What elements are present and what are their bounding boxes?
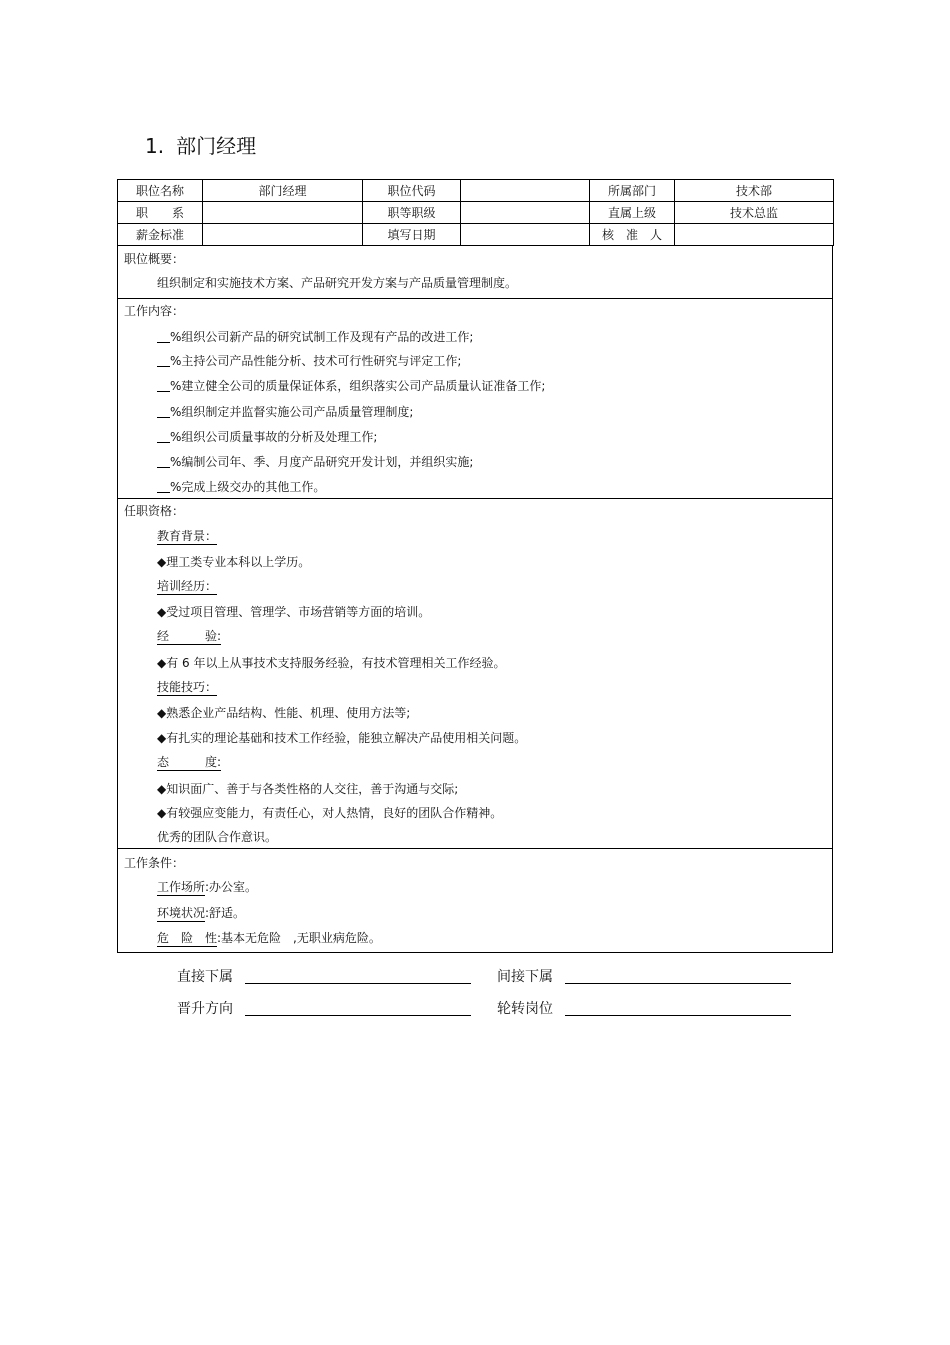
attitude-item: 优秀的团队合作意识。 — [157, 830, 278, 844]
work-item: %组织公司新产品的研究试制工作及现有产品的改进工作; — [157, 328, 473, 345]
skills-label: 技能技巧： — [157, 680, 218, 694]
work-section — [117, 298, 833, 499]
skills-item: ◆有扎实的理论基础和技术工作经验，能独立解决产品使用相关问题。 — [157, 731, 527, 745]
value-cell — [461, 224, 590, 246]
overview-title: 职位概要： — [124, 252, 185, 266]
conditions-section — [117, 848, 833, 953]
heading-number: 1. — [145, 134, 165, 158]
direct-sub-field[interactable] — [245, 983, 471, 984]
indirect-sub-label: 间接下属 — [497, 969, 553, 985]
heading-title: 部门经理 — [176, 134, 257, 158]
header-row — [118, 180, 834, 202]
value-cell: 部门经理 — [203, 180, 363, 202]
risk-label: 危 险 性 — [157, 931, 218, 945]
blank-field — [157, 455, 170, 468]
indirect-sub-field[interactable] — [565, 983, 791, 984]
blank-field — [157, 330, 170, 343]
label-cell: 直属上级 — [590, 202, 675, 224]
value-cell — [203, 224, 363, 246]
attitude-label: 态 度: — [157, 755, 222, 769]
value-cell: 技术部 — [675, 180, 834, 202]
education-text: ◆理工类专业本科以上学历。 — [157, 555, 311, 569]
work-item: %组织制定并监督实施公司产品质量管理制度; — [157, 403, 413, 420]
work-item: %建立健全公司的质量保证体系，组织落实公司产品质量认证准备工作; — [157, 377, 545, 394]
attitude-item: ◆有较强应变能力，有责任心，对人热情，良好的团队合作精神。 — [157, 806, 503, 820]
value-cell — [461, 202, 590, 224]
training-label: 培训经历： — [157, 579, 218, 593]
label-cell: 填写日期 — [363, 224, 461, 246]
rotation-field[interactable] — [565, 1015, 791, 1016]
label-cell: 薪金标准 — [118, 224, 203, 246]
work-item: %完成上级交办的其他工作。 — [157, 478, 325, 495]
header-table — [117, 179, 834, 246]
label-cell: 职 系 — [118, 202, 203, 224]
direct-sub-label: 直接下属 — [177, 969, 233, 985]
work-item: %组织公司质量事故的分析及处理工作; — [157, 428, 377, 445]
skills-item: ◆熟悉企业产品结构、性能、机理、使用方法等; — [157, 706, 411, 720]
qualification-section — [117, 498, 833, 849]
header-row — [118, 224, 834, 246]
header-row — [118, 202, 834, 224]
work-item: %编制公司年、季、月度产品研究开发计划，并组织实施; — [157, 453, 473, 470]
blank-field — [157, 480, 170, 493]
training-text: ◆受过项目管理、管理学、市场营销等方面的培训。 — [157, 605, 431, 619]
attitude-item: ◆知识面广、善于与各类性格的人交往，善于沟通与交际; — [157, 782, 459, 796]
promotion-label: 晋升方向 — [177, 1001, 233, 1017]
risk-value: :基本无危险 ,无职业病危险。 — [217, 931, 381, 945]
overview-section — [117, 246, 833, 299]
value-cell: 技术总监 — [675, 202, 834, 224]
qualification-title: 任职资格： — [124, 504, 185, 518]
env-label: 环境状况 — [157, 906, 206, 920]
blank-field — [157, 379, 170, 392]
blank-field — [157, 405, 170, 418]
work-title: 工作内容： — [124, 304, 185, 318]
blank-field — [157, 430, 170, 443]
rotation-label: 轮转岗位 — [497, 1001, 553, 1017]
experience-text: ◆有 6 年以上从事技术支持服务经验，有技术管理相关工作经验。 — [157, 656, 506, 670]
education-label: 教育背景： — [157, 529, 218, 543]
experience-label: 经 验: — [157, 629, 222, 643]
overview-text: 组织制定和实施技术方案、产品研究开发方案与产品质量管理制度。 — [157, 276, 518, 290]
label-cell: 职等职级 — [363, 202, 461, 224]
promotion-field[interactable] — [245, 1015, 471, 1016]
blank-field — [157, 354, 170, 367]
work-item: %主持公司产品性能分析、技术可行性研究与评定工作; — [157, 352, 461, 369]
label-cell: 职位名称 — [118, 180, 203, 202]
value-cell — [461, 180, 590, 202]
label-cell: 核 准 人 — [590, 224, 675, 246]
value-cell — [675, 224, 834, 246]
env-value: :舒适。 — [205, 906, 246, 920]
label-cell: 职位代码 — [363, 180, 461, 202]
page-title — [145, 130, 256, 159]
conditions-title: 工作条件： — [124, 856, 185, 870]
place-value: :办公室。 — [205, 880, 258, 894]
place-label: 工作场所 — [157, 880, 206, 894]
label-cell: 所属部门 — [590, 180, 675, 202]
value-cell — [203, 202, 363, 224]
